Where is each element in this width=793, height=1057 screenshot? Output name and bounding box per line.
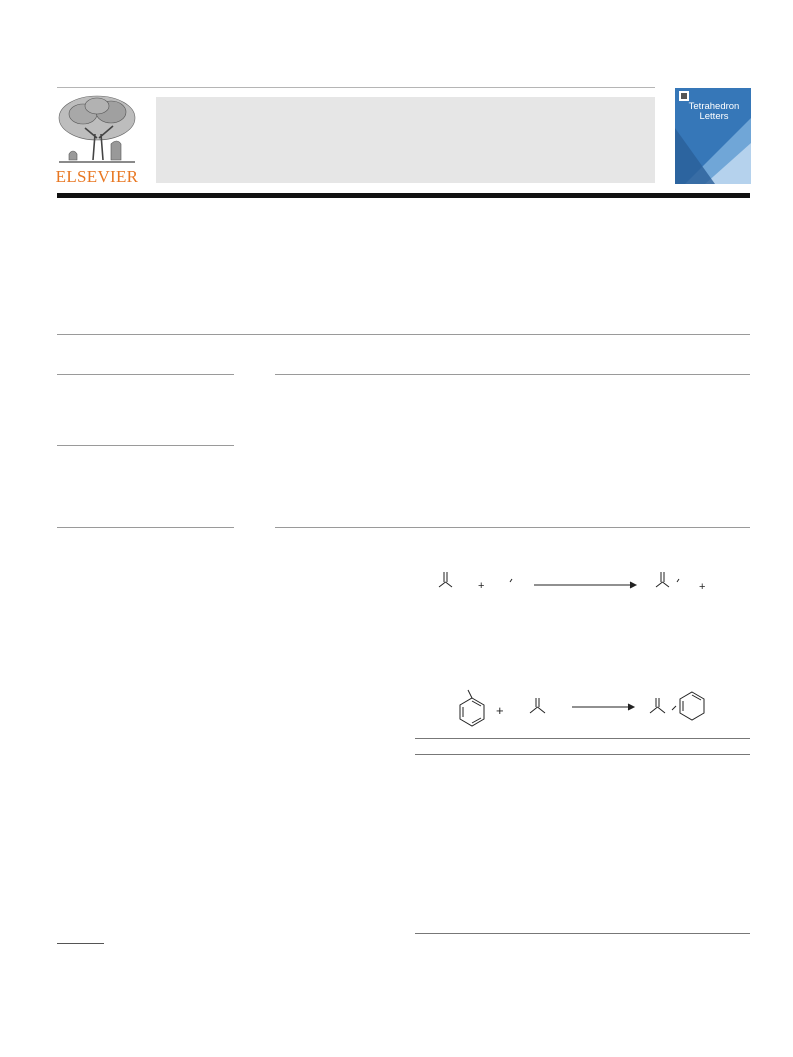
abstract-rule-top bbox=[275, 374, 750, 375]
table-rule-top bbox=[415, 738, 750, 739]
article-info-rule-3 bbox=[57, 527, 234, 528]
elsevier-wordmark: ELSEVIER bbox=[55, 167, 139, 186]
scheme-2 bbox=[450, 680, 750, 730]
journal-cover[interactable] bbox=[675, 88, 751, 184]
footnote-rule bbox=[57, 943, 104, 944]
scheme2-plus-1: + bbox=[496, 703, 504, 718]
molecule-fragment-4 bbox=[530, 698, 545, 713]
benzene-ring-1 bbox=[460, 698, 484, 726]
table-rule-header bbox=[415, 754, 750, 755]
table-rule-bottom bbox=[415, 933, 750, 934]
article-info-rule-2 bbox=[57, 445, 234, 446]
molecule-fragment-2 bbox=[510, 579, 512, 582]
scheme-1 bbox=[420, 560, 760, 610]
elsevier-logo[interactable] bbox=[55, 94, 139, 186]
article-info-rule-1 bbox=[57, 374, 234, 375]
scheme1-plus-1: + bbox=[478, 580, 485, 592]
abstract-rule-bottom bbox=[275, 527, 750, 528]
molecule-fragment-5 bbox=[650, 698, 665, 713]
elsevier-tree-icon bbox=[55, 94, 139, 166]
article-divider bbox=[57, 334, 750, 335]
header-top-rule bbox=[57, 87, 655, 88]
cover-title: Tetrahedron Letters bbox=[688, 101, 740, 122]
benzene-ring-2 bbox=[680, 692, 704, 720]
molecule-fragment-3 bbox=[656, 572, 679, 587]
scheme1-plus-2: + bbox=[699, 581, 706, 593]
molecule-fragment-1 bbox=[439, 572, 452, 587]
journal-banner bbox=[156, 97, 655, 183]
header-thick-rule bbox=[57, 193, 750, 198]
